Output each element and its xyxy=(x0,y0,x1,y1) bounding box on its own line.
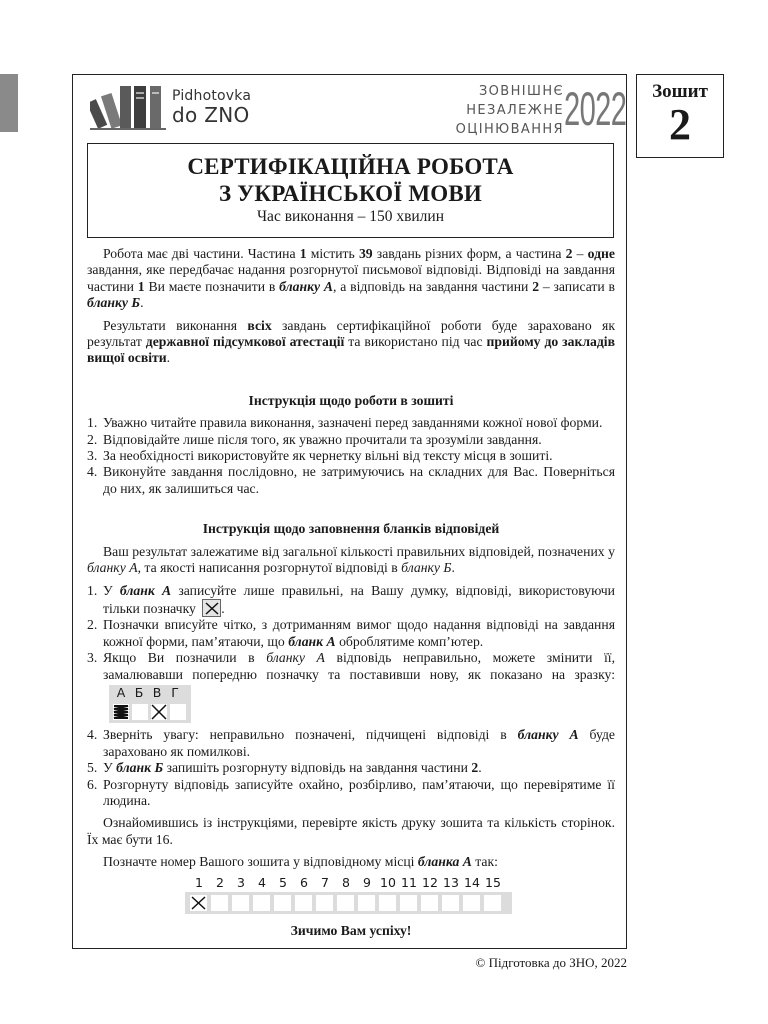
list-item: 5. У бланк Б запишіть розгорнуту відповідь на завдання частини 2. xyxy=(87,760,482,776)
instructions-content xyxy=(87,246,615,939)
grid-number: 5 xyxy=(279,874,287,890)
mark-paragraph: Позначте номер Вашого зошита у відповідному місці бланка А так: xyxy=(103,854,498,870)
sample-letter: В xyxy=(152,684,162,700)
section2-heading: Інструкція щодо заповнення бланків відповідей xyxy=(202,521,500,537)
grid-number: 7 xyxy=(321,874,329,890)
grid-box xyxy=(421,895,438,911)
grid-number: 15 xyxy=(485,874,501,890)
grid-number: 14 xyxy=(464,874,480,890)
sample-letter: Г xyxy=(171,684,179,700)
list-item: 2. Відповідайте лише після того, як уважно прочитали та зрозуміли завдання. xyxy=(87,431,542,447)
list-item: 4. Виконуйте завдання послідовно, не затримуючись на складних для Вас. Поверніться до них, як залишиться час. xyxy=(87,464,615,496)
grid-box xyxy=(484,895,501,911)
list-item: 2. Позначки вписуйте чітко, з дотриманням вимог щодо надання відповіді на завдання кожної форми, пам’ятаючи, що бланк А оброблятиме комп’ютер. xyxy=(87,617,615,649)
grid-box xyxy=(316,895,333,911)
grid-box xyxy=(358,895,375,911)
notebook-label: Зошит xyxy=(652,81,708,102)
empty-cell xyxy=(132,704,148,720)
good-luck-text: Зичимо Вам успіху! xyxy=(290,922,412,938)
grid-number: 13 xyxy=(443,874,459,890)
grid-number: 10 xyxy=(380,874,396,890)
logo-line1: Pidhotovka xyxy=(172,88,252,104)
grid-number: 3 xyxy=(237,874,245,890)
zno-logo xyxy=(454,79,627,139)
grid-number: 4 xyxy=(258,874,266,890)
cross-mark-icon xyxy=(190,895,207,911)
list-item: 6. Розгорнуту відповідь записуйте охайно, розбірливо, пам’ятаючи, що перевірятиме її людина. xyxy=(87,776,615,808)
grid-box xyxy=(232,895,249,911)
side-marker xyxy=(0,74,18,132)
grid-box xyxy=(463,895,480,911)
duration: Час виконання – 150 хвилин xyxy=(256,208,445,225)
section1-heading: Інструкція щодо роботи в зошиті xyxy=(248,392,454,408)
grid-number: 6 xyxy=(300,874,308,890)
title-box xyxy=(87,143,614,238)
notebook-number-box xyxy=(636,74,724,158)
intro-paragraph-1: Робота має дві частини. Частина 1 містить 39 завдань різних форм, а частина 2 – одне завдання, яке передбачає надання розгорнутої письмової відповіді. Відповіді на завдання частини 1 Ви маєте позначити в бланку А, а відповідь на завдання частини 2 – записати в бланку Б. xyxy=(87,246,615,311)
grid-box xyxy=(442,895,459,911)
scribbled-cell-icon xyxy=(113,704,129,720)
grid-box xyxy=(379,895,396,911)
notebook-number-grid xyxy=(87,875,615,923)
list-item: 1. Уважно читайте правила виконання, зазначені перед завданнями кожної нової форми. xyxy=(87,415,603,431)
section2-list xyxy=(87,583,615,810)
cross-mark-icon xyxy=(202,599,221,617)
check-paragraph: Ознайомившись із інструкціями, перевірте якість друку зошита та кількість сторінок. Їх має бути 16. xyxy=(87,815,615,847)
grid-box xyxy=(253,895,270,911)
pidhotovka-logo xyxy=(90,84,260,134)
cross-mark-icon xyxy=(151,704,167,720)
grid-number: 8 xyxy=(342,874,350,890)
grid-number: 2 xyxy=(216,874,224,890)
copyright: © Підготовка до ЗНО, 2022 xyxy=(475,955,627,970)
zno-year: 2022 xyxy=(564,82,627,135)
grid-box xyxy=(295,895,312,911)
zno-line1: ЗОВНІШНЄ xyxy=(478,84,564,99)
grid-number: 9 xyxy=(363,874,371,890)
list-item: 3. За необхідності використовуйте як чернетку вільні від тексту місця в зошиті. xyxy=(87,448,553,464)
section2-intro: Ваш результат залежатиме від загальної кількості правильних відповідей, позначених у бланку А, та якості написання розгорнутої відповіді в бланку Б. xyxy=(87,543,615,576)
logo-line2: do ZNO xyxy=(172,103,250,127)
zno-line3: ОЦІНЮВАННЯ xyxy=(455,122,564,137)
notebook-number: 2 xyxy=(669,100,691,149)
grid-number: 11 xyxy=(401,874,417,890)
grid-box xyxy=(274,895,291,911)
zno-line2: НЕЗАЛЕЖНЕ xyxy=(466,103,564,118)
correction-sample xyxy=(109,685,191,723)
books-icon xyxy=(90,84,168,134)
list-item: 1. У бланк А записуйте лише правильні, на Вашу думку, відповіді, використовуючи тільки позначку . xyxy=(87,582,615,616)
grid-box xyxy=(337,895,354,911)
grid-box xyxy=(400,895,417,911)
sample-letter: Б xyxy=(134,684,144,700)
section1-list xyxy=(87,415,615,497)
title-line1: СЕРТИФІКАЦІЙНА РОБОТА xyxy=(187,154,514,179)
grid-box xyxy=(211,895,228,911)
intro-paragraph-2: Результати виконання всіх завдань сертифікаційної роботи буде зараховано як результат державної підсумкової атестації та використано під час прийому до закладів вищої освіти. xyxy=(87,317,615,366)
list-item: 4. Зверніть увагу: неправильно позначені, підчищені відповіді в бланку А буде зараховано як помилкові. xyxy=(87,727,615,759)
grid-number: 12 xyxy=(422,874,438,890)
empty-cell xyxy=(170,704,186,720)
grid-number: 1 xyxy=(195,874,203,890)
title-line2: З УКРАЇНСЬКОЇ МОВИ xyxy=(219,181,482,206)
list-item: 3. Якщо Ви позначили в бланку А відповідь неправильно, можете змінити її, замалювавши попередню позначку та поставивши нову, як показано на зразку: А Б В Г xyxy=(87,650,615,723)
sample-letter: А xyxy=(116,684,126,700)
